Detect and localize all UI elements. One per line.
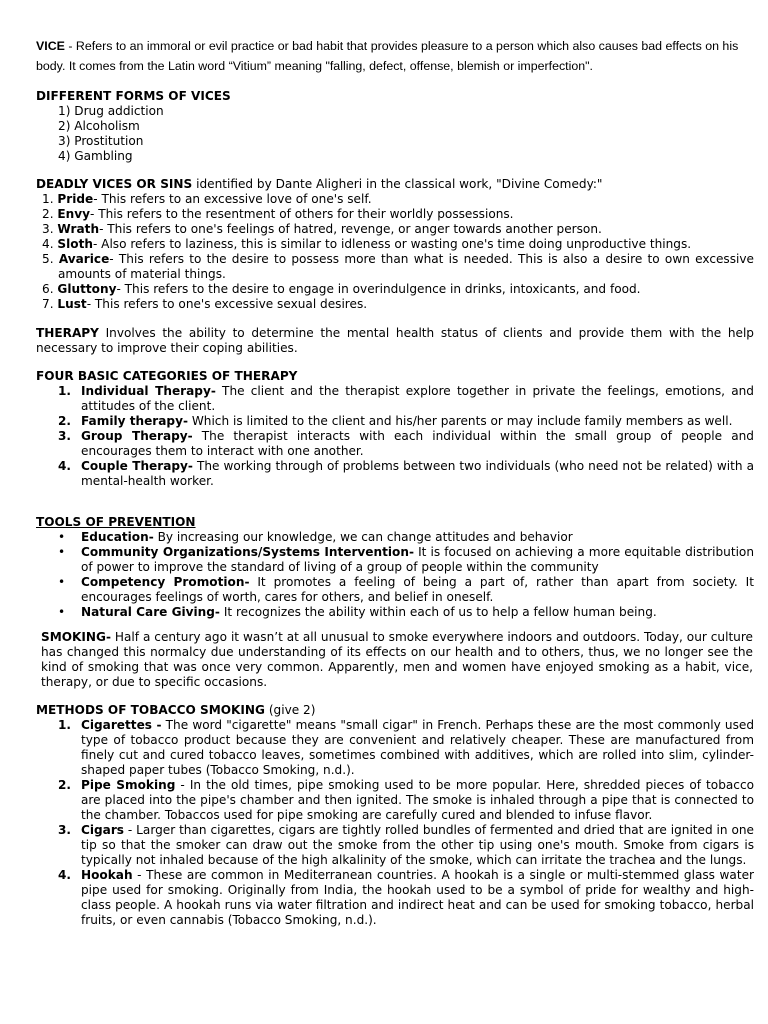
sin-item: 3. Wrath- This refers to one's feelings of hatred, revenge, or anger towards another person. — [42, 222, 602, 236]
tools-heading: TOOLS OF PREVENTION — [36, 515, 196, 529]
therapy-definition — [36, 326, 754, 356]
method-item: 2. Pipe Smoking - In the old times, pipe smoking used to be more popular. Here, shredded pieces of tobacco are placed into the pipe's chamber and then ignited. The smoke is inhaled through a pipe that is connected to the chamber. Tobaccos used for pipe smoking are carefully cured and blended to infuse flavor. — [58, 778, 754, 822]
tool-item: • Education- By increasing our knowledge, we can change attitudes and behavior — [58, 530, 573, 544]
methods-section — [36, 703, 754, 928]
vice-term: VICE — [36, 39, 65, 53]
category-item: 4. Couple Therapy- The working through of problems between two individuals (who need not be related) with a mental-health worker. — [58, 459, 754, 488]
therapy-text: Involves the ability to determine the mental health status of clients and provide them with the help necessary to improve their coping abilities. — [36, 326, 754, 355]
forms-item: 1) Drug addiction — [58, 104, 164, 118]
forms-heading: DIFFERENT FORMS OF VICES — [36, 89, 231, 103]
methods-heading-rest: (give 2) — [264, 703, 316, 717]
forms-section — [36, 89, 754, 164]
tool-item: • Competency Promotion- It promotes a feeling of being a part of, rather than apart from society. It encourages feelings of worth, cares for others, and belief in oneself. — [58, 575, 754, 604]
sin-item: 7. Lust- This refers to one's excessive sexual desires. — [42, 297, 368, 311]
smoking-text: Half a century ago it wasn’t at all unusual to smoke everywhere indoors and outdoors. Today, our culture has changed this normalcy due understanding of its effects on our health and to others, thus, we no longer see the kind of smoking that was once very common. Apparently, men and women have enjoyed smoking as a habit, vice, therapy, or due to specific occasions. — [41, 630, 753, 689]
sin-item: 2. Envy- This refers to the resentment of others for their worldly possessions. — [42, 207, 514, 221]
method-item: 4. Hookah - These are common in Mediterranean countries. A hookah is a single or multi-stemmed glass water pipe used for smoking. Originally from India, the hookah used to be a symbol of pride for wealthy and high- class people. A hookah runs via water filtration and indirect heat and can be used for smoking tobacco, herbal fruits, or even cannabis (Tobacco Smoking, n.d.). — [58, 868, 754, 927]
method-item: 1. Cigarettes - The word "cigarette" means "small cigar" in French. Perhaps these are the most commonly used type of tobacco product because they are convenient and relatively cheaper. These are manufactured from finely cut and cured tobacco leaves, sometimes combined with additives, which are rolled into slim, cylinder-shaped paper tubes (Tobacco Smoking, n.d.). — [58, 718, 755, 777]
vice-text: - Refers to an immoral or evil practice or bad habit that provides pleasure to a person which also causes bad effects on his body. It comes from the Latin word “Vitium” meaning "falling, defect, offense, blemish or imperfection". — [36, 39, 739, 73]
category-item: 1. Individual Therapy- The client and the therapist explore together in private the feelings, emotions, and attitudes of the client. — [58, 384, 754, 413]
sins-heading-rest: identified by Dante Aligheri in the classical work, "Divine Comedy:" — [192, 177, 603, 191]
methods-heading: METHODS OF TOBACCO SMOKING — [36, 703, 265, 717]
category-item: 2. Family therapy- Which is limited to the client and his/her parents or may include family members as well. — [58, 414, 733, 428]
sin-item: 6. Gluttony- This refers to the desire to engage in overindulgence in drinks, intoxicants, and food. — [42, 282, 641, 296]
forms-item: 3) Prostitution — [58, 134, 144, 148]
sin-item: 5. Avarice- This refers to the desire to possess more than what is needed. This is also a desire to own excessive amounts of material things. — [42, 252, 754, 281]
forms-item: 4) Gambling — [58, 149, 133, 163]
methods-heading-line — [36, 703, 754, 718]
categories-heading: FOUR BASIC CATEGORIES OF THERAPY — [36, 369, 298, 383]
category-item: 3. Group Therapy- The therapist interacts with each individual within the small group of people and encourages them to interact with one another. — [58, 429, 754, 458]
sins-heading-line — [36, 177, 754, 192]
smoking-paragraph — [41, 630, 753, 690]
sin-item: 4. Sloth- Also refers to laziness, this is similar to idleness or wasting one's time doing unproductive things. — [42, 237, 692, 251]
method-item: 3. Cigars - Larger than cigarettes, cigars are tightly rolled bundles of fermented and dried that are ignited in one tip so that the smoker can draw out the smoke from the other tip using one's mouth. Smoke from cigars is typically not inhaled because of the high alkalinity of the smoke, which can irritate the trachea and the lungs. — [58, 823, 754, 867]
sin-item: 1. Pride- This refers to an excessive love of one's self. — [42, 192, 372, 206]
forms-item: 2) Alcoholism — [58, 119, 140, 133]
sins-heading: DEADLY VICES OR SINS — [36, 177, 193, 191]
sins-section — [36, 177, 754, 312]
vice-definition — [36, 36, 756, 76]
therapy-term: THERAPY — [36, 326, 99, 340]
tool-item: • Community Organizations/Systems Intervention- It is focused on achieving a more equitable distribution of power to improve the standard of living of a group of people within the community — [58, 545, 754, 574]
tool-item: • Natural Care Giving- It recognizes the ability within each of us to help a fellow human being. — [58, 605, 657, 619]
categories-section — [36, 369, 754, 489]
smoking-term: SMOKING- — [41, 630, 111, 644]
tools-section — [36, 515, 754, 620]
